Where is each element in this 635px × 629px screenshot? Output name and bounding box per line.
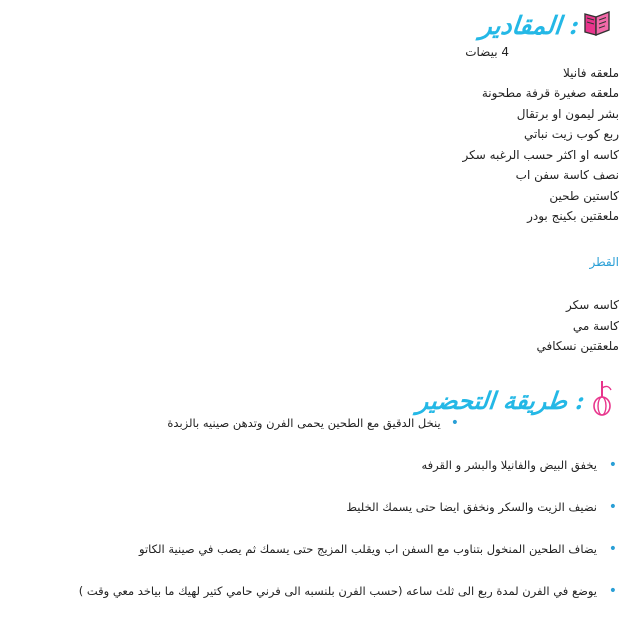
list-item: • نضيف الزيت والسكر ونخفق ايضا حتى يسمك الخليط — [346, 499, 617, 515]
list-item: • يخفق البيض والفانيلا والبشر و القرفه — [421, 457, 617, 473]
list-item: نصف كاسة سفن اب — [515, 168, 619, 182]
syrup-label: القطر — [589, 255, 619, 269]
bullet-icon: • — [608, 499, 617, 515]
list-item: ربع كوب زيت نباتي — [523, 127, 619, 141]
method-title: طريقة التحضير : — [415, 385, 587, 415]
whisk-icon — [589, 378, 615, 422]
list-item: ملعقه فانيلا — [562, 65, 619, 80]
bullet-icon: • — [608, 583, 617, 599]
method-steps — [17, 455, 617, 623]
ingredients-heading — [480, 8, 613, 42]
list-item: كاسة مي — [572, 318, 619, 333]
list-item: • يضاف الطحين المنخول بتناوب مع السفن اب ويقلب المزيج حتى يسمك ثم يصب في صينية الكاتو — [139, 541, 617, 557]
list-item: ملعقتين نسكافي — [536, 339, 619, 353]
list-item: 4 بيضات — [465, 45, 509, 59]
list-item: كاسه سكر — [566, 298, 619, 312]
list-item: كاسه او اكثر حسب الرغبه سكر — [462, 147, 619, 162]
method-step-first: •ينخل الدقيق مع الطحين يحمى الفرن وتدهن صينيه بالزبدة — [167, 415, 459, 431]
list-item: • يوضع في الفرن لمدة ربع الى ثلث ساعه (حسب الفرن بلنسبه الى فرني حامي كتير لهيك ما بياخد معي وقت ) — [78, 583, 617, 599]
list-item: بشر ليمون او برتقال — [516, 106, 619, 121]
list-item: ملعقتين بكينج بودر — [527, 209, 619, 223]
ingredients-list — [29, 42, 619, 227]
ingredients-title: المقادير : — [478, 10, 581, 40]
bullet-icon: • — [608, 457, 617, 473]
bullet-icon: • — [608, 541, 617, 557]
syrup-list — [29, 295, 619, 357]
list-item: كاستين طحين — [549, 188, 619, 203]
book-icon — [581, 8, 613, 42]
list-item: ملعقه صغيرة قرفة مطحونة — [481, 86, 619, 100]
bullet-icon: • — [450, 415, 459, 431]
